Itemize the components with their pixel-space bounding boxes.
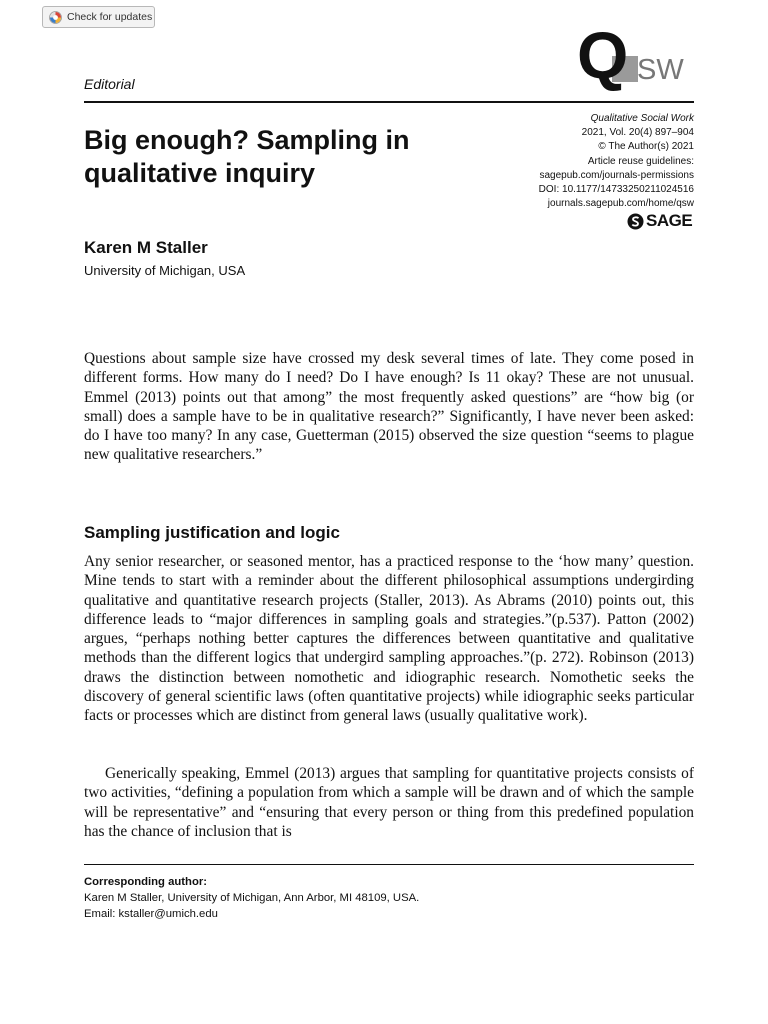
journal-name: Qualitative Social Work (590, 113, 694, 124)
footnote-title: Corresponding author: (84, 876, 208, 888)
body-paragraph: Generically speaking, Emmel (2013) argues that sampling for quantitative projects consists of two activities, “defining a population from which a sample will be drawn and of which the sample will be representative” and “ensuring that every person or thing from this predefined population has the chance of inclusion that is (84, 765, 694, 840)
article-meta (539, 112, 694, 211)
reuse-guidelines: Article reuse guidelines: (587, 155, 694, 167)
doi[interactable]: DOI: 10.1177/14733250211024516 (538, 184, 694, 196)
sage-wordmark: SAGE (646, 211, 693, 230)
intro-paragraph: Questions about sample size have crossed my desk several times of late. They come posed in different forms. How many do I need? Do I have enough? Is 11 okay? These are not unusual. Emmel (2013) points out that among” the most frequently asked questions” are “how big (or small) does a sample have to be in qualitative research?” Significantly, I have never been asked: do I have too many? In any case, Guetterman (2015) observed the size question “seems to plague new qualitative researchers.” (84, 350, 694, 464)
permissions-link[interactable]: sagepub.com/journals-permissions (539, 169, 694, 181)
journal-logo (575, 22, 695, 92)
footnote-rule (84, 864, 694, 865)
check-for-updates-label: Check for updates (67, 11, 153, 23)
corresponding-author-footnote (84, 874, 419, 922)
copyright: © The Author(s) 2021 (598, 141, 694, 153)
sage-logo (627, 212, 694, 230)
volume-info: 2021, Vol. 20(4) 897–904 (581, 127, 694, 139)
logo-letter: Q (577, 22, 629, 92)
author-affiliation: University of Michigan, USA (84, 263, 246, 278)
header-rule (84, 101, 694, 103)
check-for-updates-button[interactable] (42, 6, 155, 28)
section-heading: Sampling justification and logic (84, 523, 340, 542)
journal-homepage-link[interactable]: journals.sagepub.com/home/qsw (547, 198, 694, 210)
body-paragraph: Any senior researcher, or seasoned mentor, has a practiced response to the ‘how many’ question. Mine tends to start with a reminder about the different philosophical assumptions undergirding qualitative and quantitative research projects (Staller, 2013). As Abrams (2010) points out, this difference leads to “major differences in sampling goals and strategies.”(p.537). Patton (2002) argues, “perhaps nothing better captures the differences between quantitative and qualitative methods than the different logics that undergird sampling approaches.”(p. 272). Robinson (2013) draws the distinction between nomothetic and idiographic research. Nomothetic seeks the discovery of general scientific laws (often quantitative projects) while idiographic seeks particular facts or processes which are distinct from general laws (usually qualitative work). (84, 553, 694, 725)
article-title: Big enough? Sampling in qualitative inquiry (84, 125, 410, 188)
logo-suffix: SW (637, 54, 684, 86)
crossmark-icon (49, 11, 62, 24)
footnote-address: Karen M Staller, University of Michigan, Ann Arbor, MI 48109, USA. (84, 892, 420, 904)
footnote-email[interactable]: Email: kstaller@umich.edu (84, 908, 218, 920)
sage-s-icon (627, 213, 644, 230)
author-name: Karen M Staller (84, 238, 208, 257)
section-label: Editorial (84, 76, 135, 92)
